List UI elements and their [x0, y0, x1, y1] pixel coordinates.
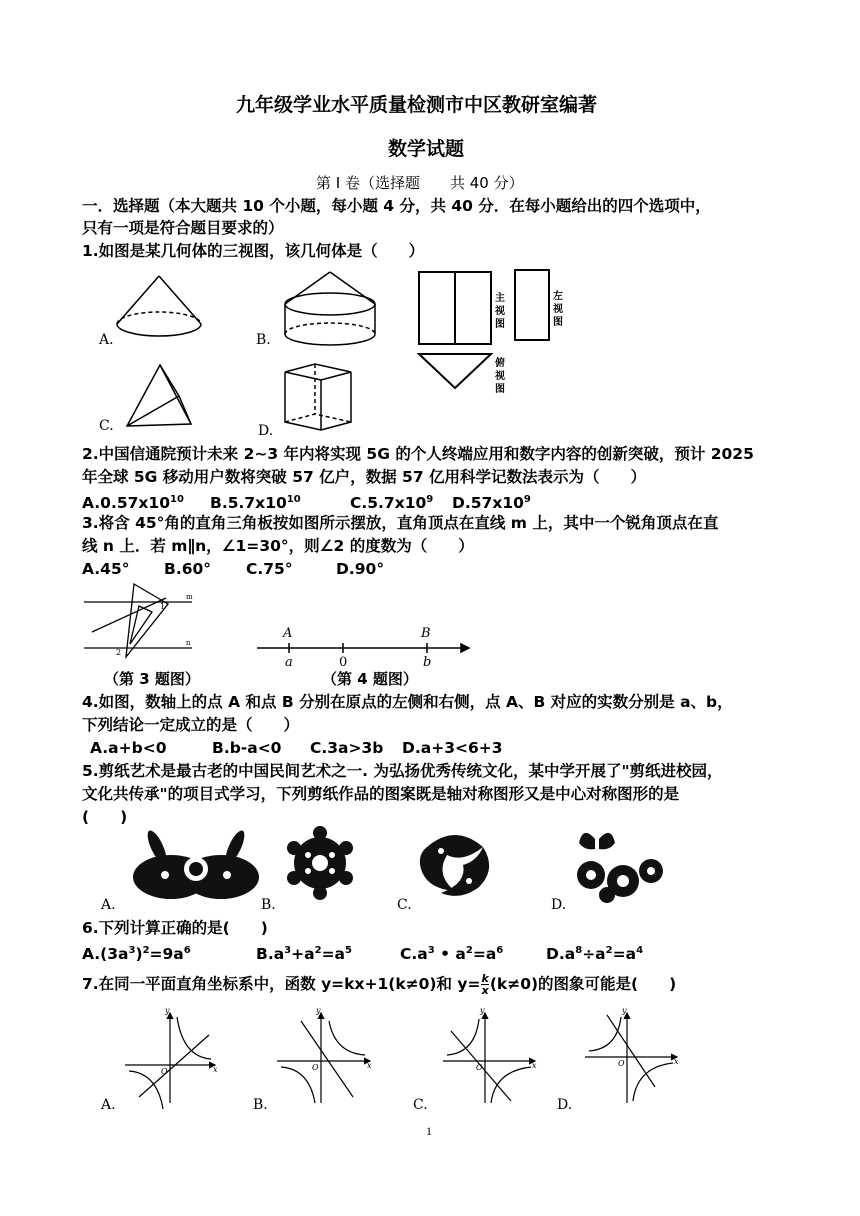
q1-option-c-label: C. [99, 418, 114, 434]
q5-line2: 文化共传承"的项目式学习，下列剪纸作品的图案既是轴对称图形又是中心对称图形的是 [82, 785, 680, 803]
front-view-label: 主视图 [495, 293, 505, 330]
q4-caption: （第 4 题图） [322, 670, 418, 688]
q4-point-b: B [421, 626, 431, 641]
q7-graph-b [277, 1013, 370, 1103]
q5-option-b-snowflake [287, 826, 353, 900]
q7-option-a-label: A. [101, 1097, 116, 1113]
q6-option-d: $D.a^8\div a^2=a^4$ [546, 945, 644, 964]
triangle-ruler [126, 584, 168, 657]
svg-text:x: x [674, 1057, 679, 1066]
svg-text:O: O [476, 1063, 483, 1072]
q1-option-c-pyramid [127, 365, 191, 426]
q5-line1: 5.剪纸艺术是最古老的中国民间艺术之一. 为弘扬优秀传统文化，某中学开展了"剪纸进校园， [82, 762, 723, 780]
q2-option-a: $A.0.57x10^{10}$ [82, 494, 184, 513]
q2-line2: 年全球 5G 移动用户数将突破 57 亿户，数据 57 亿用科学记数法表示为（ ） [82, 468, 647, 486]
section-instructions-line1: 一．选择题（本大题共 10 个小题，每小题 4 分，共 40 分．在每小题给出的四个选项中， [82, 197, 711, 215]
q3-line2: 线 n 上．若 m∥n，∠1=30°，则∠2 的度数为（ ） [82, 537, 474, 555]
q5-option-c-fish [420, 835, 489, 896]
q3-option-a: A.45° [82, 560, 130, 578]
q7-graph-a [125, 1013, 215, 1109]
q6-option-c: $C.a^3$ • $a^2=a^6$ [400, 945, 504, 964]
top-view-triangle [419, 354, 491, 388]
q5-option-d-label: D. [551, 897, 567, 913]
exam-title: 九年级学业水平质量检测市中区教研室编著 [236, 94, 598, 116]
q2-line1: 2.中国信通院预计未来 2~3 年内将实现 5G 的个人终端应用和数字内容的创新突破，预计 2025 [82, 445, 754, 463]
svg-text:x: x [532, 1061, 537, 1070]
q1-option-a-cone [117, 276, 201, 336]
q5-option-a-label: A. [101, 897, 116, 913]
q1-option-b-label: B. [256, 332, 271, 348]
q3-option-b: B.60° [164, 560, 212, 578]
q4-line2: 下列结论一定成立的是（ ） [82, 716, 300, 734]
q7-stem: 7.在同一平面直角坐标系中，函数 y=kx+1(k≠0)和 y= $\frac{k}{x}$ (k≠0)的图象可能是( ) [82, 972, 677, 997]
q4-line1: 4.如图，数轴上的点 A 和点 B 分别在原点的左侧和右侧，点 A、B 对应的实数分别是 a、b， [82, 693, 733, 711]
top-view-label: 俯视图 [495, 358, 505, 395]
q3-caption: （第 3 题图） [104, 670, 200, 688]
q4-origin: 0 [339, 655, 348, 670]
q4-number-line [255, 622, 480, 670]
q2-option-b: $B.5.7x10^{10}$ [210, 494, 301, 513]
svg-text:O: O [618, 1059, 625, 1068]
q3-label-angle2: 2 [116, 648, 122, 657]
q1-option-d-label: D. [258, 423, 274, 439]
q5-option-c-label: C. [397, 897, 412, 913]
q5-papercut-options [95, 825, 685, 917]
svg-text:y: y [622, 1006, 627, 1015]
left-view-rect [515, 270, 549, 340]
q5-option-b-label: B. [261, 897, 276, 913]
q3-label-angle1: 1 [160, 602, 166, 611]
q3-option-c: C.75° [246, 560, 293, 578]
q3-figure [82, 582, 202, 662]
q7-option-b-label: B. [253, 1097, 268, 1113]
q1-three-views [415, 264, 570, 404]
svg-text:y: y [480, 1006, 485, 1015]
q6-stem: 6.下列计算正确的是( ) [82, 919, 268, 937]
subject-title: 数学试题 [388, 138, 465, 160]
q3-label-n: n [186, 639, 191, 647]
section-instructions-line2: 只有一项是符合题目要求的） [82, 219, 284, 237]
svg-text:O: O [312, 1063, 319, 1072]
q7-option-c-label: C. [413, 1097, 428, 1113]
page-number: 1 [426, 1124, 432, 1138]
q4-point-a: A [283, 626, 293, 641]
q7-graph-d [585, 1013, 677, 1103]
svg-text:O: O [161, 1067, 168, 1076]
q7-graph-c [443, 1013, 535, 1103]
svg-text:x: x [213, 1065, 218, 1074]
q6-option-b: $B.a^3+a^2=a^5$ [256, 945, 352, 964]
q6-option-a: $A.(3a^3)^2=9a^6$ [82, 945, 191, 964]
q5-line3: ( ) [82, 808, 128, 826]
part-title: 第 I 卷（选择题 共 40 分） [316, 174, 524, 192]
q4-option-d: D.a+3<6+3 [402, 739, 503, 757]
q4-value-b: b [423, 655, 432, 670]
q7-graph-options [95, 1005, 685, 1115]
svg-text:x: x [367, 1061, 372, 1070]
q5-option-d-butterfly-flowers [577, 833, 663, 903]
q4-value-a: a [285, 655, 293, 670]
q5-option-a-rabbits [133, 828, 259, 899]
q3-line1: 3.将含 45°角的直角三角板按如图所示摆放，直角顶点在直线 m 上，其中一个锐角顶点在直 [82, 514, 719, 532]
q4-option-b: B.b-a<0 [212, 739, 282, 757]
q3-option-d: D.90° [336, 560, 385, 578]
q2-option-c: $C.5.7x10^9$ [350, 494, 434, 513]
q7-option-d-label: D. [557, 1097, 573, 1113]
q1-option-a-label: A. [99, 332, 114, 348]
q4-option-c: C.3a>3b [310, 739, 384, 757]
q2-option-d: $D.57x10^9$ [452, 494, 531, 513]
q4-option-a: A.a+b<0 [90, 739, 167, 757]
left-view-label: 左视图 [553, 291, 563, 328]
q1-stem: 1.如图是某几何体的三视图，该几何体是（ ） [82, 242, 425, 260]
q1-option-d-prism [285, 364, 351, 430]
q1-solid-options [95, 268, 435, 443]
q1-option-b-cone-cylinder [285, 272, 375, 345]
q3-label-m: m [186, 593, 193, 601]
svg-text:y: y [165, 1006, 170, 1015]
svg-text:y: y [316, 1006, 321, 1015]
